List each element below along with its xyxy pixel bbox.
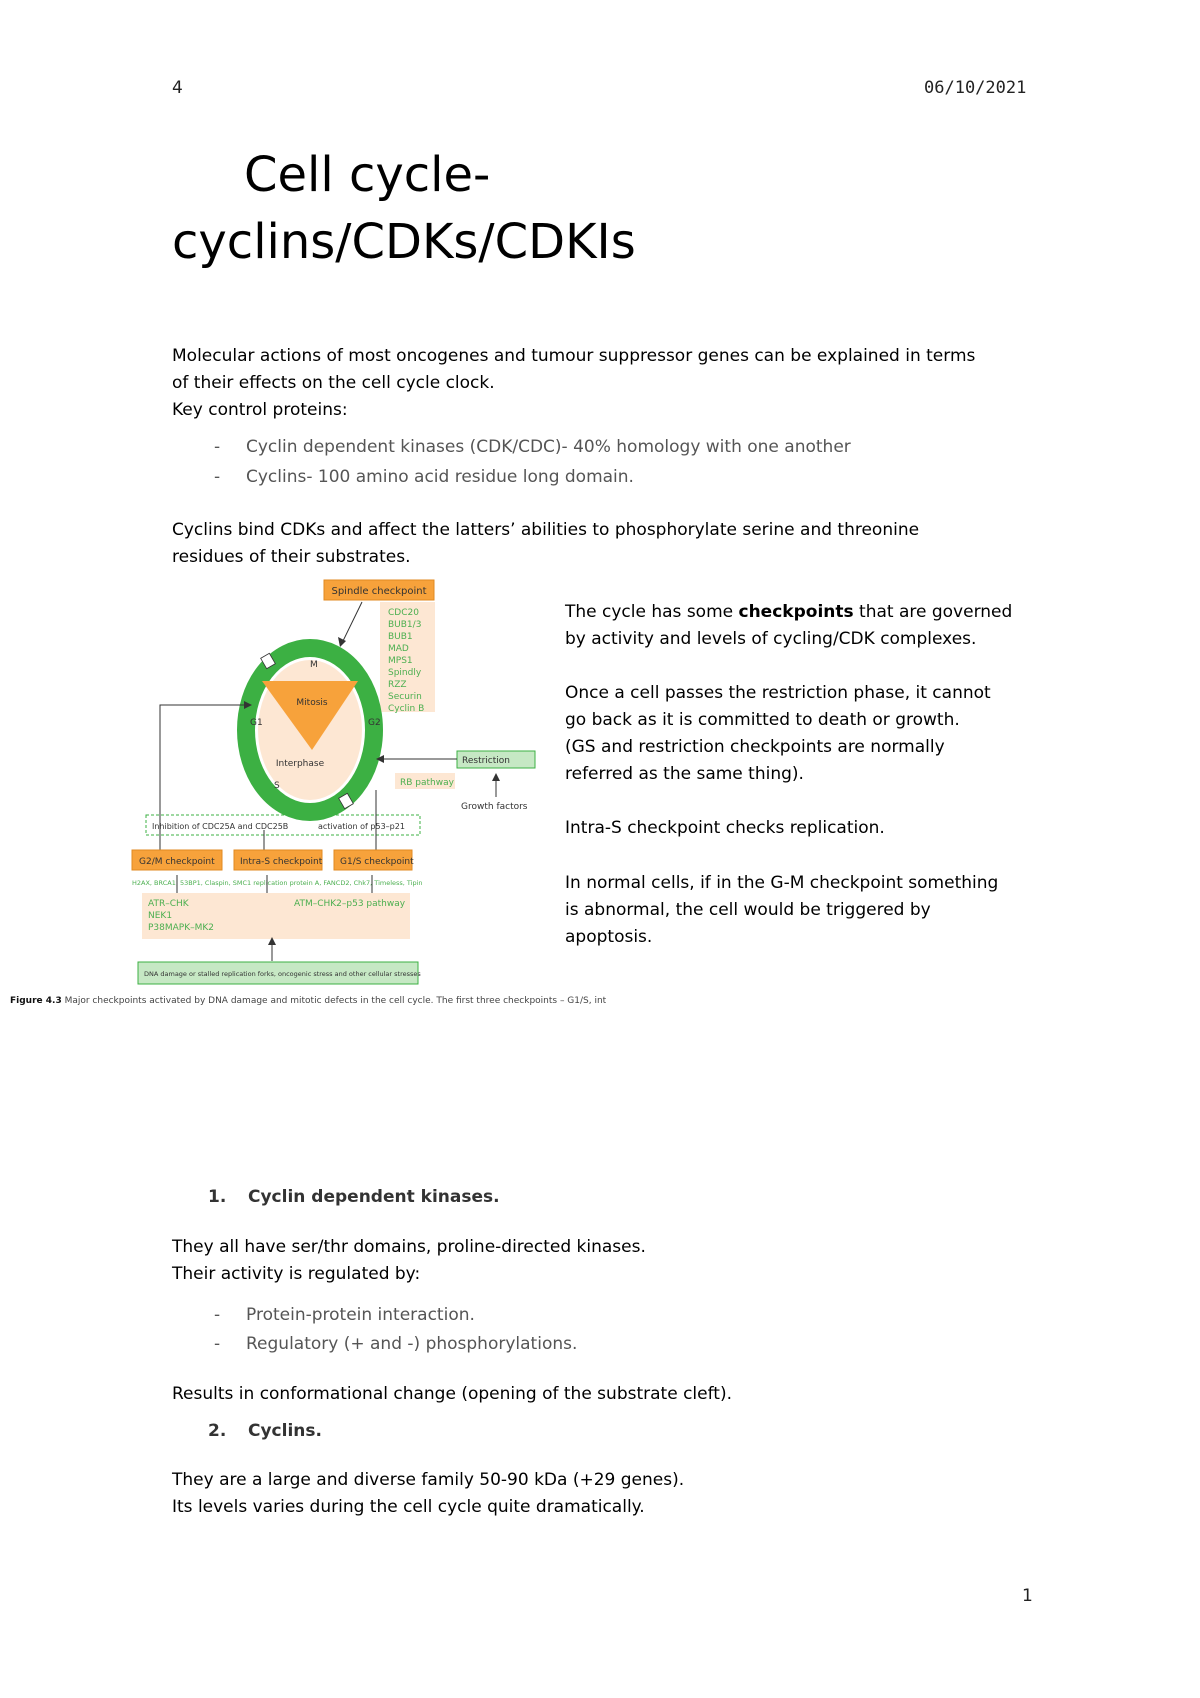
header-date: 06/10/2021: [924, 78, 1027, 98]
figure-caption-label: Figure 4.3: [10, 996, 62, 1006]
intra-s-checkpoint-label: Intra-S checkpoint: [240, 857, 323, 867]
dna-damage-label: DNA damage or stalled replication forks, oncogenic stress and other cellular stresses: [144, 970, 421, 978]
activation-label: activation of p53–p21: [318, 822, 405, 831]
cyclins-line-2: residues of their substrates.: [172, 547, 411, 567]
phase-g1-label: G1: [250, 718, 263, 728]
path-right: ATM–CHK2–p53 pathway: [294, 899, 406, 909]
side-p3: Intra-S checkpoint checks replication.: [565, 818, 885, 838]
spindle-checkpoint-label: Spindle checkpoint: [331, 586, 427, 597]
spindle-protein: Securin: [388, 692, 422, 702]
growth-factors-label: Growth factors: [461, 802, 528, 812]
bullet-text: Protein-protein interaction.: [246, 1305, 475, 1325]
interphase-label: Interphase: [275, 759, 325, 769]
section-2-heading: [208, 1421, 322, 1441]
phase-s-label: S: [274, 781, 280, 791]
phase-g2-label: G2: [368, 718, 381, 728]
cdk-line-2: Their activity is regulated by:: [172, 1264, 421, 1284]
mitosis-label: Mitosis: [296, 698, 328, 708]
spindle-protein: MPS1: [388, 656, 413, 666]
path-left: P38MAPK–MK2: [148, 923, 215, 933]
spindle-protein: MAD: [388, 644, 409, 654]
page-title-line1: Cell cycle-: [244, 147, 491, 203]
spindle-protein: BUB1/3: [388, 620, 422, 630]
key-control-label: Key control proteins:: [172, 400, 348, 420]
section-title: Cyclins.: [248, 1421, 322, 1441]
side-p1-line2: by activity and levels of cycling/CDK complexes.: [565, 629, 977, 649]
bullet-text: Regulatory (+ and -) phosphorylations.: [246, 1334, 578, 1354]
spindle-protein: CDC20: [388, 608, 419, 618]
side-p4-line2: is abnormal, the cell would be triggered by: [565, 900, 931, 920]
cdk-result: Results in conformational change (opening of the substrate cleft).: [172, 1384, 732, 1404]
g1s-checkpoint-label: G1/S checkpoint: [340, 857, 414, 867]
cell-cycle-figure: [0, 575, 560, 1015]
spindle-protein: BUB1: [388, 632, 413, 642]
side-text: The cycle has some: [565, 602, 739, 622]
cdk-line-1: They all have ser/thr domains, proline-directed kinases.: [172, 1237, 646, 1257]
cyclins-levels-line: Its levels varies during the cell cycle quite dramatically.: [172, 1497, 645, 1517]
list-item: - Protein-protein interaction.: [214, 1305, 475, 1325]
side-p4-line1: In normal cells, if in the G-M checkpoint something: [565, 873, 999, 893]
cyclins-family-line: They are a large and diverse family 50-90 kDa (+29 genes).: [172, 1470, 685, 1490]
side-p1-line1: [565, 599, 1012, 626]
spindle-protein: Cyclin B: [388, 704, 425, 714]
side-p4-line3: apoptosis.: [565, 927, 653, 947]
bullet-text: Cyclins- 100 amino acid residue long domain.: [246, 467, 634, 487]
rb-pathway-label: RB pathway: [400, 778, 454, 788]
path-left: ATR–CHK: [148, 899, 189, 909]
intro-line-2: of their effects on the cell cycle clock.: [172, 373, 495, 393]
section-title: Cyclin dependent kinases.: [248, 1187, 500, 1207]
section-1-heading: [208, 1187, 500, 1207]
spindle-protein: Spindly: [388, 668, 422, 678]
section-number: 2.: [208, 1421, 227, 1441]
side-text: that are governed: [853, 602, 1013, 622]
section-number: 1.: [208, 1187, 227, 1207]
bullet-text: Cyclin dependent kinases (CDK/CDC)- 40% homology with one another: [246, 437, 851, 457]
spindle-arrow: [342, 602, 362, 643]
list-item: - Cyclin dependent kinases (CDK/CDC)- 40% homology with one another: [214, 437, 851, 457]
side-p2-line2: go back as it is committed to death or growth.: [565, 710, 960, 730]
side-p2-line1: Once a cell passes the restriction phase, it cannot: [565, 683, 991, 703]
list-item: - Regulatory (+ and -) phosphorylations.: [214, 1334, 578, 1354]
phase-m-label: M: [310, 660, 318, 670]
figure-caption: [10, 996, 606, 1006]
path-left: NEK1: [148, 911, 173, 921]
header-left: 4: [172, 78, 183, 98]
inhibition-label: Inhibition of CDC25A and CDC25B: [152, 822, 289, 831]
page-number: 1: [1022, 1586, 1033, 1606]
mediators-label: H2AX, BRCA1, 53BP1, Claspin, SMC1 replication protein A, FANCD2, Chk7, Timeless, Tipin: [132, 879, 423, 887]
list-item: - Cyclins- 100 amino acid residue long domain.: [214, 467, 634, 487]
page-title-line2: cyclins/CDKs/CDKIs: [172, 214, 636, 270]
cyclins-line-1: Cyclins bind CDKs and affect the latters’ abilities to phosphorylate serine and threonine: [172, 520, 920, 540]
spindle-protein: RZZ: [388, 680, 407, 690]
restriction-label: Restriction: [462, 756, 510, 766]
side-p2-line4: referred as the same thing).: [565, 764, 804, 784]
figure-caption-text: Major checkpoints activated by DNA damage and mitotic defects in the cell cycle. The first three checkpoints – G1/S, int: [61, 996, 607, 1006]
checkpoints-bold: checkpoints: [738, 602, 854, 622]
intro-line-1: Molecular actions of most oncogenes and tumour suppressor genes can be explained in terms: [172, 346, 976, 366]
side-p2-line3: (GS and restriction checkpoints are normally: [565, 737, 945, 757]
g2m-checkpoint-label: G2/M checkpoint: [139, 857, 215, 867]
